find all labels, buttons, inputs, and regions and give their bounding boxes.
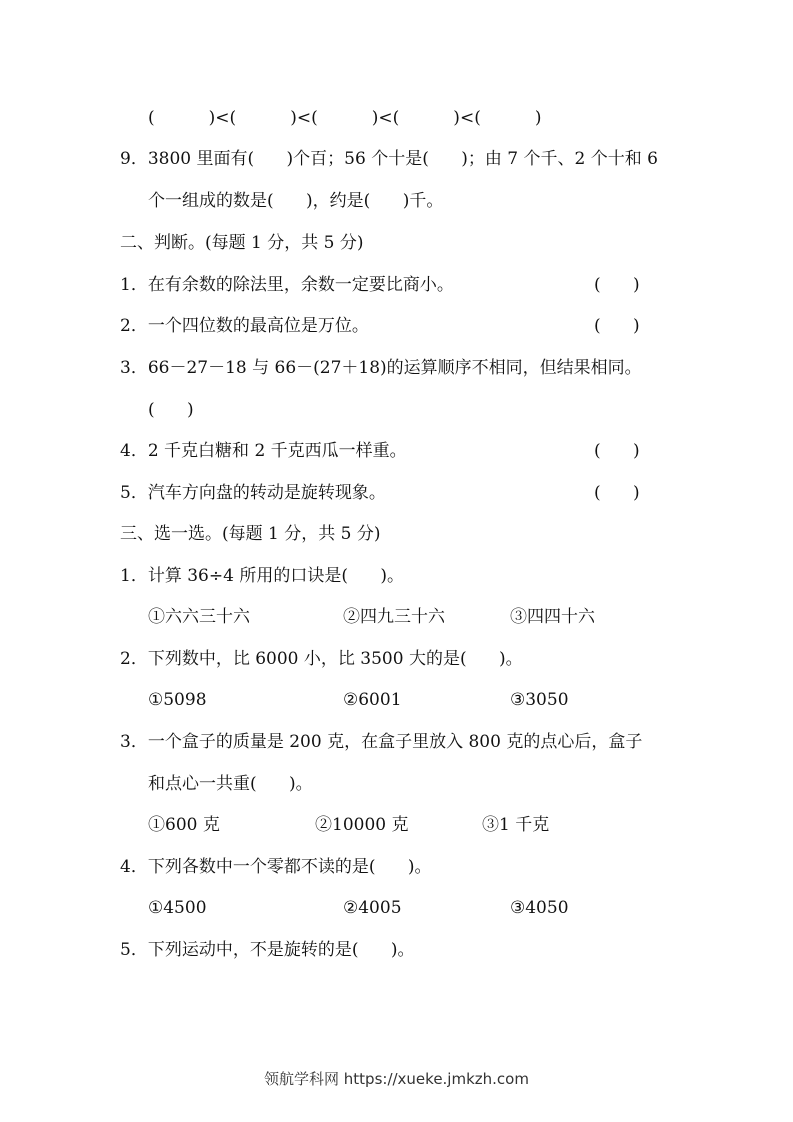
section-3-title: 三、选一选。(每题 1 分，共 5 分): [120, 524, 381, 544]
judge-item-5-answer-paren: ( ): [594, 483, 640, 503]
judge-item-1: 1．在有余数的除法里，余数一定要比商小。: [120, 275, 454, 295]
choice-q2-option-b: ②6001: [343, 690, 402, 710]
judge-item-5: 5．汽车方向盘的转动是旋转现象。: [120, 483, 386, 503]
section-2-title: 二、判断。(每题 1 分，共 5 分): [120, 233, 364, 253]
choice-q5-stem: 5．下列运动中，不是旋转的是( )。: [120, 940, 415, 960]
choice-q3-option-b: ②10000 克: [315, 815, 409, 835]
choice-q3-stem-line-1: 3．一个盒子的质量是 200 克，在盒子里放入 800 克的点心后，盒子: [120, 732, 643, 752]
judge-item-4: 4．2 千克白糖和 2 千克西瓜一样重。: [120, 441, 407, 461]
judge-item-4-answer-paren: ( ): [594, 441, 640, 461]
choice-q4-option-c: ③4050: [510, 898, 569, 918]
judge-item-3-answer-paren: ( ): [148, 400, 194, 420]
page-footer: 领航学科网 https://xueke.jmkzh.com: [264, 1070, 529, 1088]
choice-q1-option-b: ②四九三十六: [343, 607, 445, 627]
choice-q1-option-a: ①六六三十六: [148, 607, 250, 627]
choice-q3-option-c: ③1 千克: [482, 815, 550, 835]
choice-q2-stem: 2．下列数中，比 6000 小，比 3500 大的是( )。: [120, 649, 523, 669]
question-9-line-2: 个一组成的数是( )，约是( )千。: [148, 191, 444, 211]
choice-q4-option-a: ①4500: [148, 898, 207, 918]
comparison-line: ( )<( )<( )<( )<( ): [148, 108, 542, 128]
choice-q2-option-c: ③3050: [510, 690, 569, 710]
choice-q4-option-b: ②4005: [343, 898, 402, 918]
judge-item-2-answer-paren: ( ): [594, 316, 640, 336]
choice-q1-option-c: ③四四十六: [510, 607, 595, 627]
choice-q1-stem: 1．计算 36÷4 所用的口诀是( )。: [120, 566, 405, 586]
judge-item-1-answer-paren: ( ): [594, 275, 640, 295]
choice-q3-stem-line-2: 和点心一共重( )。: [148, 774, 313, 794]
judge-item-3: 3．66－27－18 与 66－(27＋18)的运算顺序不相同，但结果相同。: [120, 358, 642, 378]
choice-q2-option-a: ①5098: [148, 690, 207, 710]
question-9-line-1: 9．3800 里面有( )个百；56 个十是( )；由 7 个千、2 个十和 6: [120, 149, 658, 169]
choice-q4-stem: 4．下列各数中一个零都不读的是( )。: [120, 857, 432, 877]
judge-item-2: 2．一个四位数的最高位是万位。: [120, 316, 369, 336]
choice-q3-option-a: ①600 克: [148, 815, 220, 835]
